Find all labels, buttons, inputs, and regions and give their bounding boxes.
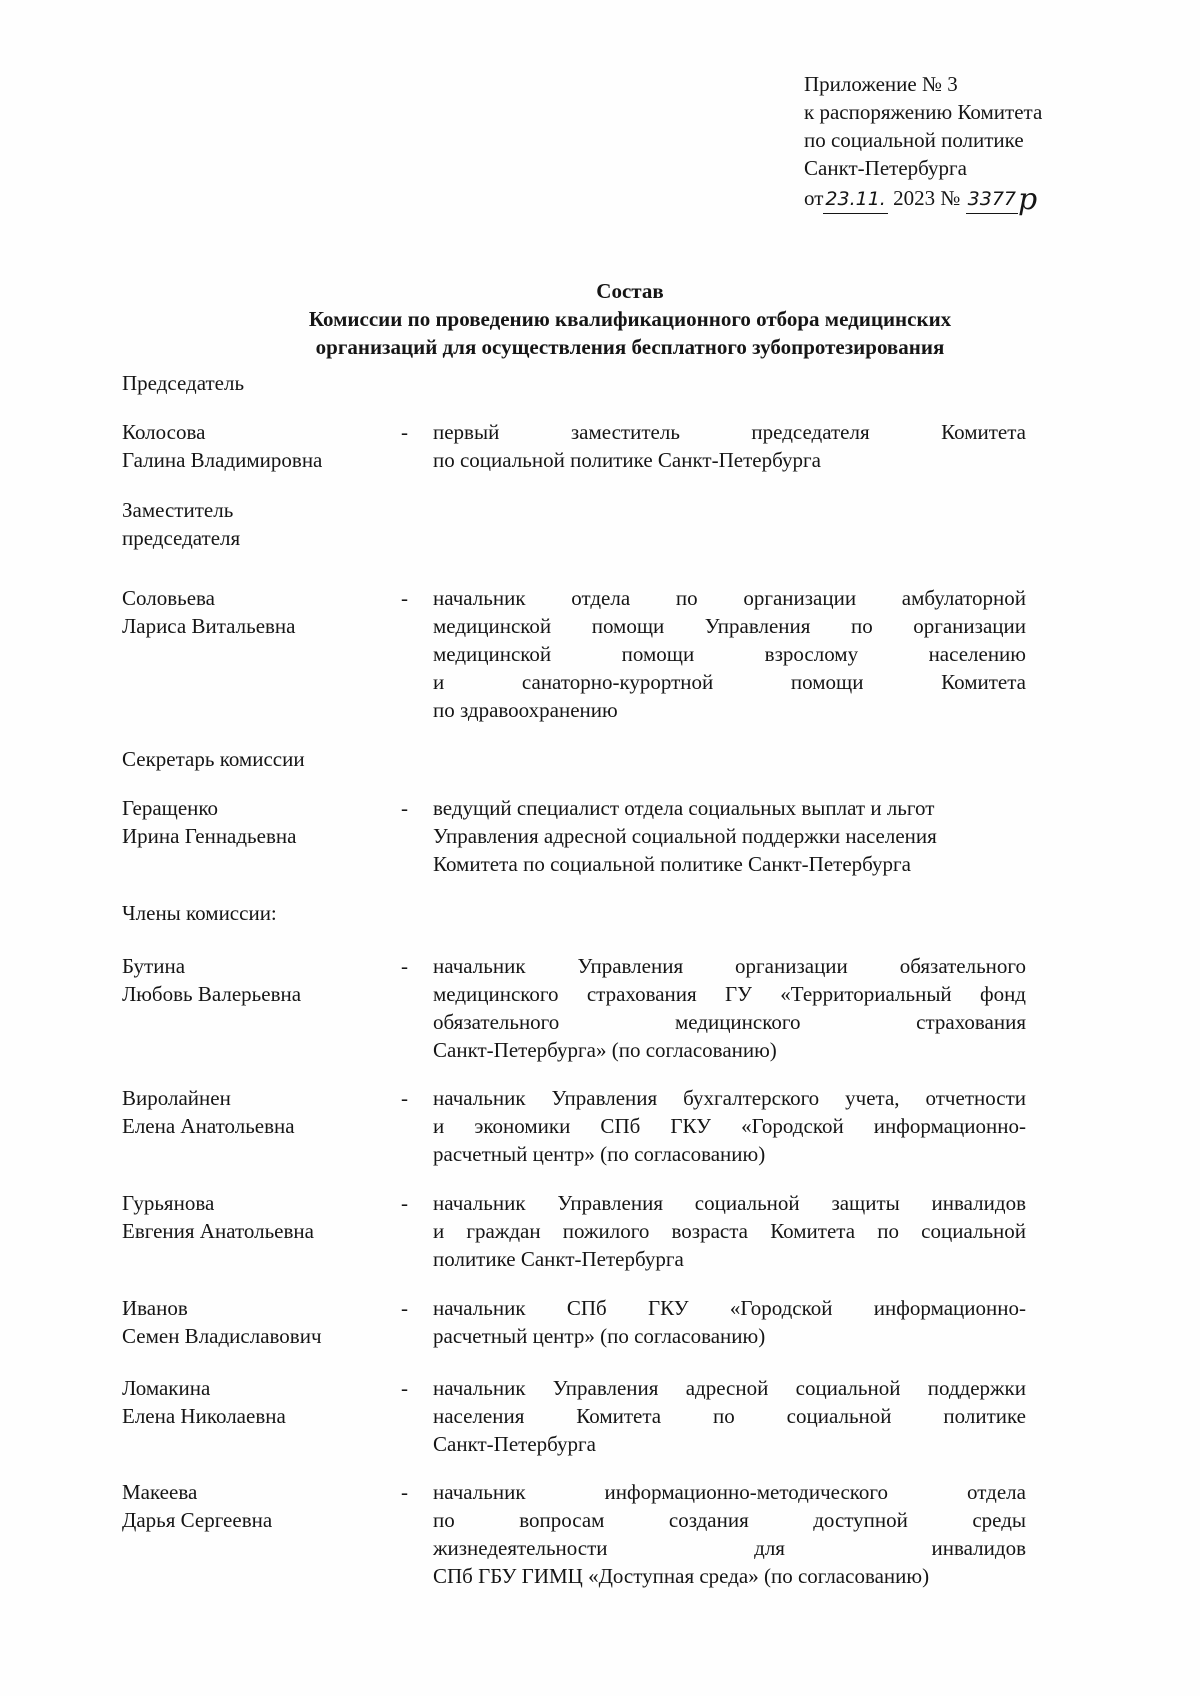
dash: - [401, 1191, 408, 1215]
member-name: Геращенко Ирина Геннадьевна [122, 796, 297, 848]
dash: - [401, 954, 408, 978]
member-name: Соловьева Лариса Витальевна [122, 586, 296, 638]
dash: - [401, 586, 408, 610]
member-position: начальник Управления социальной защиты инвалидов и граждан пожилого возраста Комитета по социальной политике Санкт-Петербурга [433, 1191, 1026, 1271]
member-position: начальник Управления организации обязательного медицинского страхования ГУ «Территориальный фонд обязательного медицинского страхования Санкт-Петербурга» (по согласованию) [433, 954, 1026, 1062]
member-position: ведущий специалист отдела социальных выплат и льгот Управления адресной социальной поддержки населения Комитета по социальной политике Санкт-Петербурга [433, 796, 937, 876]
dash: - [401, 1086, 408, 1110]
member-name: Бутина Любовь Валерьевна [122, 954, 302, 1006]
member-name: Ломакина Елена Николаевна [122, 1376, 286, 1428]
dash: - [401, 1376, 408, 1400]
member-position: начальник отдела по организации амбулаторной медицинской помощи Управления по организации медицинской помощи взрослому населению и санаторно-курортной помощи Комитета по здравоохранению [433, 586, 1026, 722]
title-line-1: Состав [596, 279, 664, 303]
dash: - [401, 1480, 408, 1504]
number-suffix: р [1018, 182, 1038, 217]
title-line-3: организаций для осуществления бесплатного зубопротезирования [315, 335, 945, 359]
dash: - [401, 796, 408, 820]
document-title [120, 277, 1140, 361]
section-secretary: Секретарь комиссии [122, 747, 305, 771]
section-deputy: Заместитель председателя [122, 498, 241, 550]
appendix-line-4: Санкт-Петербурга [804, 156, 967, 180]
member-name: Иванов Семен Владиславович [122, 1296, 322, 1348]
handwritten-date: 23.11. [823, 185, 887, 214]
member-position: первый заместитель председателя Комитета по социальной политике Санкт-Петербурга [433, 420, 1026, 472]
appendix-line-3: по социальной политике [804, 128, 1024, 152]
appendix-date-line [804, 182, 1164, 217]
handwritten-number: 3377 [966, 185, 1018, 214]
member-name: Гурьянова Евгения Анатольевна [122, 1191, 314, 1243]
member-name: Макеева Дарья Сергеевна [122, 1480, 273, 1532]
member-position: начальник Управления бухгалтерского учета, отчетности и экономики СПб ГКУ «Городской информационно- расчетный центр» (по согласованию) [433, 1086, 1026, 1166]
member-position: начальник Управления адресной социальной поддержки населения Комитета по социальной политике Санкт-Петербурга [433, 1376, 1026, 1456]
dash: - [401, 420, 408, 444]
date-prefix: от [804, 186, 824, 210]
appendix-header [804, 70, 1164, 217]
appendix-line-2: к распоряжению Комитета [804, 100, 1043, 124]
member-name: Колосова Галина Владимировна [122, 420, 323, 472]
section-chair: Председатель [122, 371, 245, 395]
date-year: 2023 № [887, 186, 961, 210]
member-name: Виролайнен Елена Анатольевна [122, 1086, 295, 1138]
section-members: Члены комиссии: [122, 901, 277, 925]
member-position: начальник информационно-методического отдела по вопросам создания доступной среды жизнедеятельности для инвалидов СПб ГБУ ГИМЦ «Доступная среда» (по согласованию) [433, 1480, 1026, 1588]
dash: - [401, 1296, 408, 1320]
appendix-line-1: Приложение № 3 [804, 72, 958, 96]
member-position: начальник СПб ГКУ «Городской информационно- расчетный центр» (по согласованию) [433, 1296, 1026, 1348]
title-line-2: Комиссии по проведению квалификационного отбора медицинских [308, 307, 952, 331]
